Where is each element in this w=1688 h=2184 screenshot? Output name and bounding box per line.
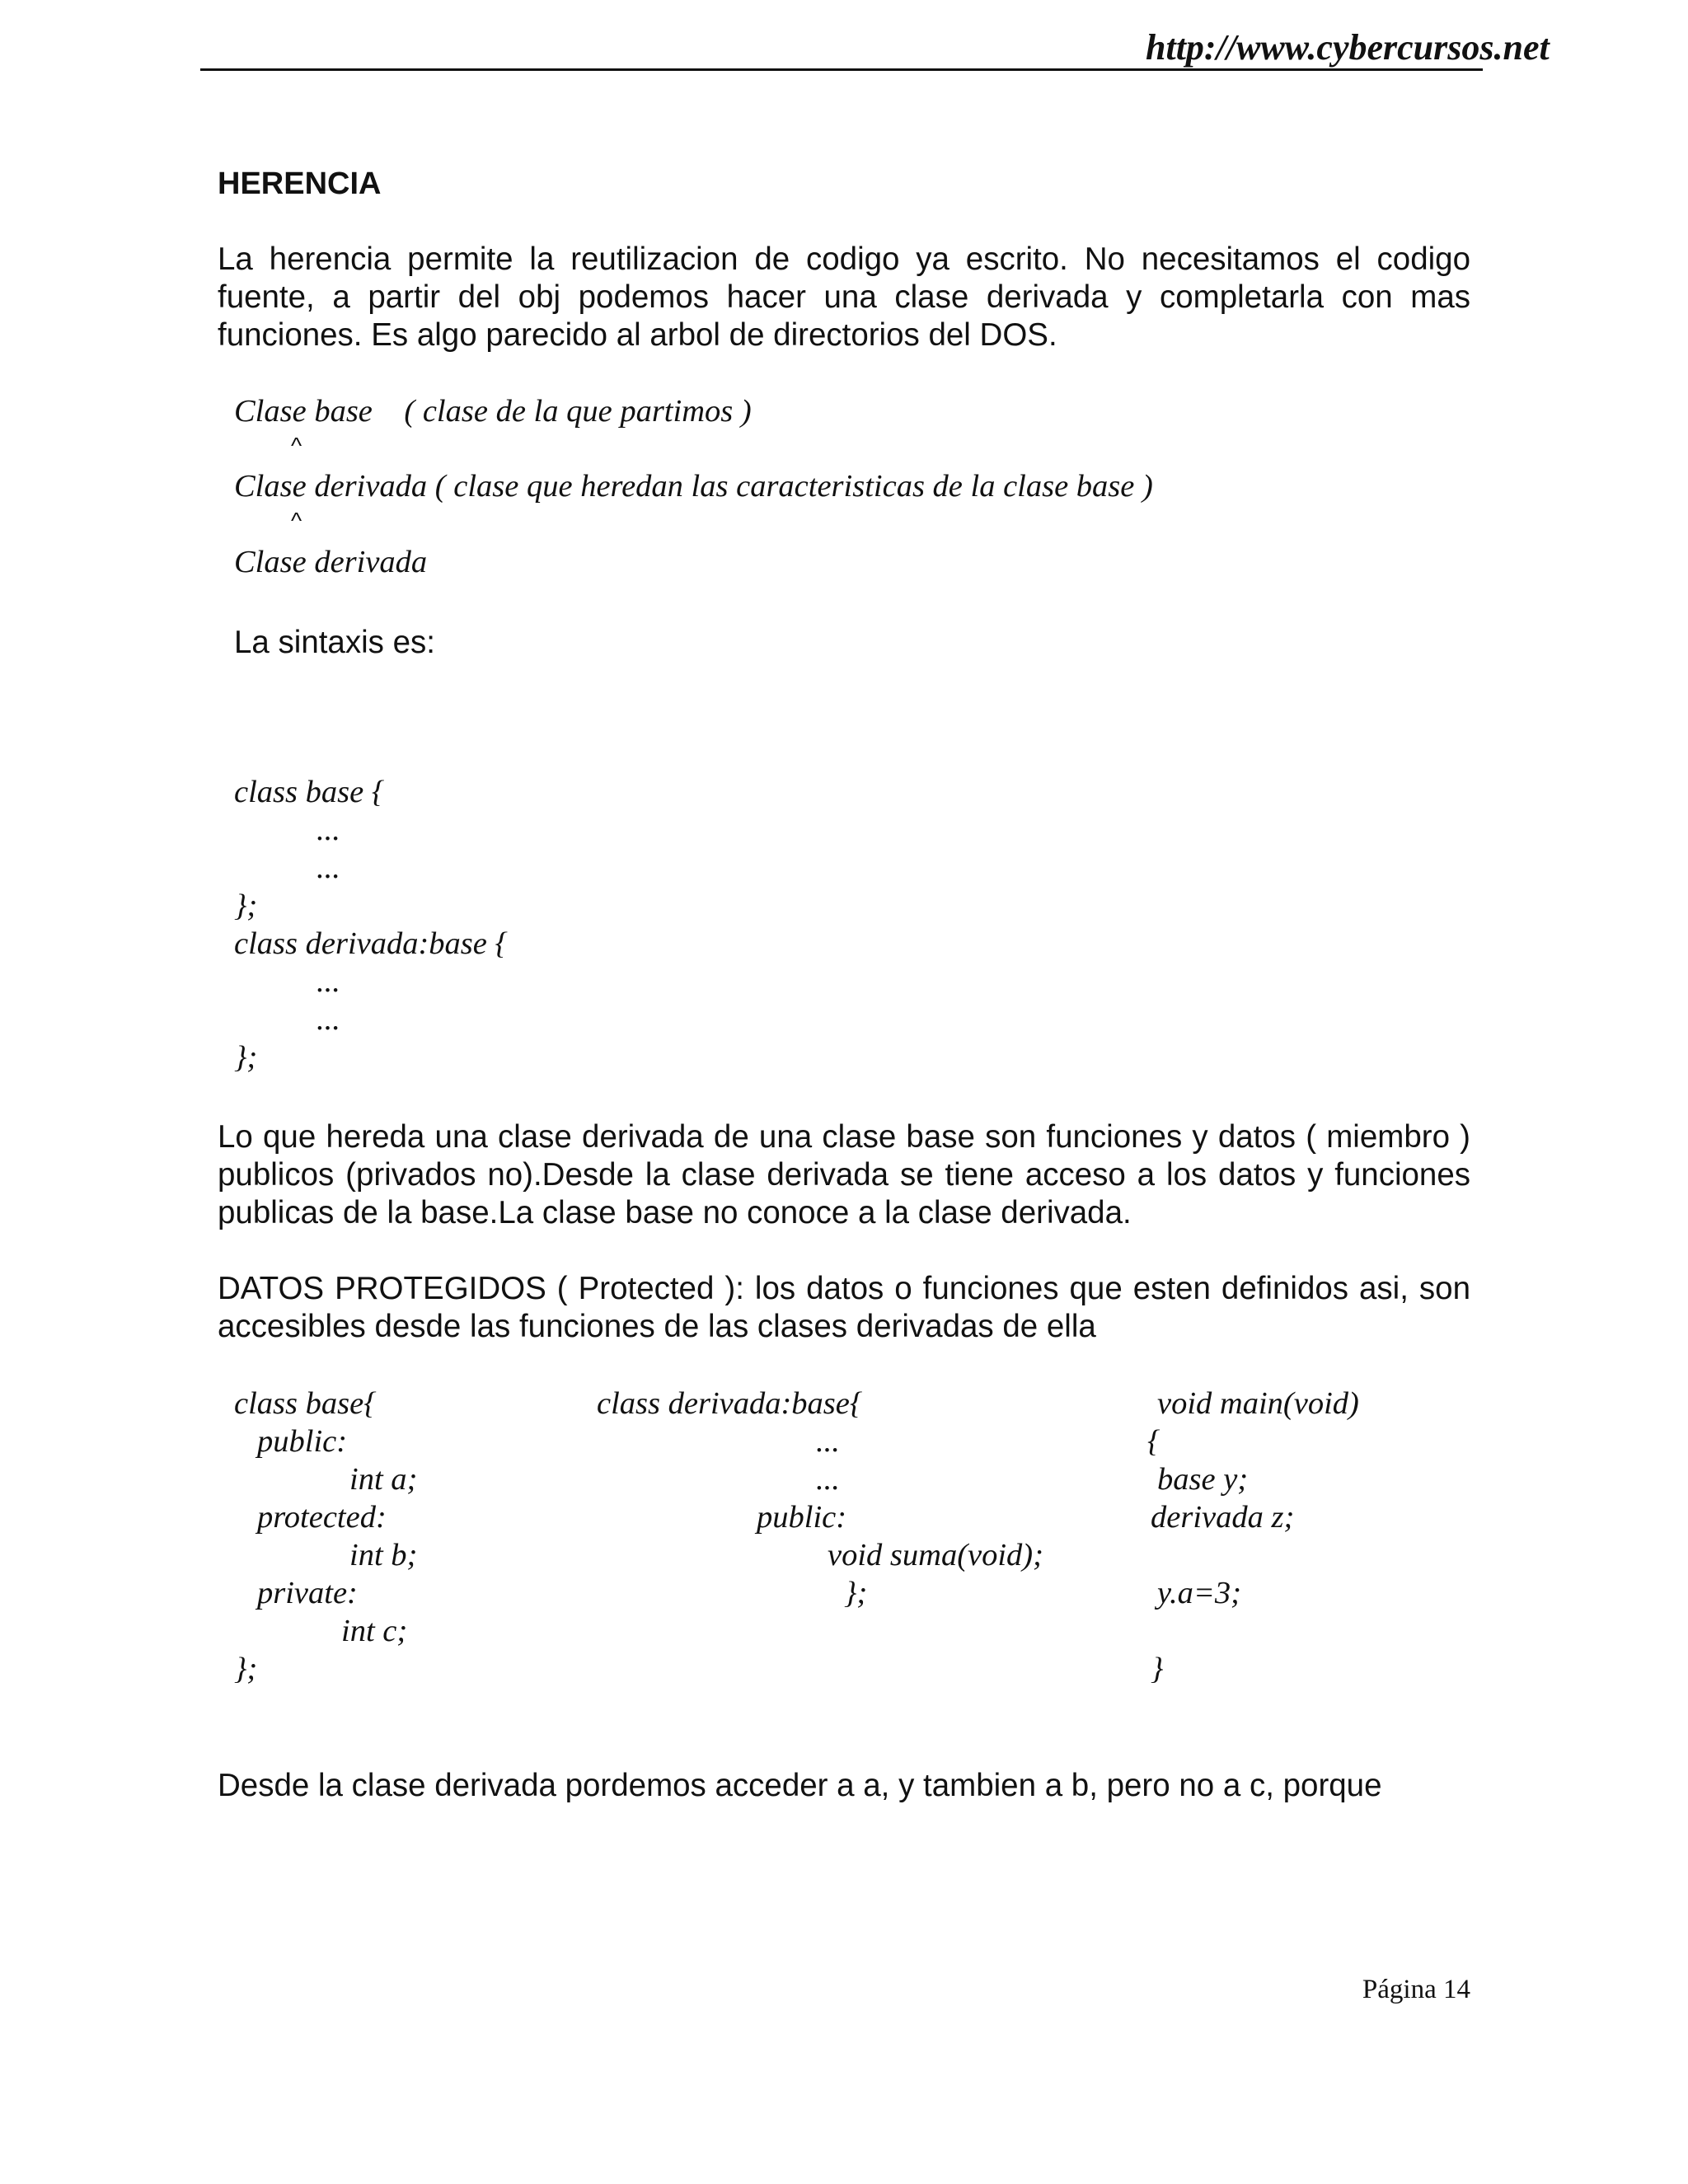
inheritance-paragraph: Lo que hereda una clase derivada de una clase base son funciones y datos ( miembro ) publicos (privados no).Desde la clase derivada se tiene acceso a los datos y funciones publicas de la base.La clase base no conoce a la clase derivada.	[218, 1119, 1470, 1230]
protected-paragraph: DATOS PROTEGIDOS ( Protected ): los datos o funciones que esten definidos asi, son accesibles desde las funciones de las clases derivadas de ella	[218, 1271, 1470, 1344]
code-line: {	[1147, 1424, 1160, 1459]
code-line: };	[234, 1652, 258, 1686]
code-line: class base {	[234, 775, 385, 809]
closing-paragraph: Desde la clase derivada pordemos acceder a a, y tambien a b, pero no a c, porque	[218, 1768, 1382, 1803]
code-line: derivada z;	[1151, 1500, 1295, 1535]
code-line: class derivada:base {	[234, 926, 508, 961]
code-line: ...	[316, 813, 340, 847]
code-line: public:	[757, 1500, 847, 1535]
code-line: ...	[816, 1462, 840, 1497]
code-line: void main(void)	[1157, 1386, 1359, 1421]
hierarchy-derived-1: Clase derivada ( clase que heredan las caracteristicas de la clase base )	[234, 469, 1153, 504]
code-line: private:	[257, 1576, 358, 1610]
section-title: HERENCIA	[218, 166, 382, 201]
code-line: };	[234, 1040, 258, 1075]
code-line: ...	[816, 1424, 840, 1459]
header-rule	[200, 68, 1483, 71]
code-line: int b;	[349, 1538, 418, 1572]
syntax-label: La sintaxis es:	[234, 625, 435, 660]
code-line: }	[1151, 1652, 1164, 1686]
intro-paragraph: La herencia permite la reutilizacion de codigo ya escrito. No necesitamos el codigo fuente, a partir del obj podemos hacer una clase derivada y completarla con mas funciones. Es algo parecido al arbol de directorios del DOS.	[218, 241, 1470, 353]
code-line: };	[844, 1576, 868, 1610]
code-line: base y;	[1157, 1462, 1249, 1497]
code-line: ...	[316, 1002, 340, 1037]
code-line: ...	[316, 964, 340, 999]
code-line: protected:	[257, 1500, 387, 1535]
code-line: int c;	[341, 1614, 408, 1648]
hierarchy-derived-2: Clase derivada	[234, 545, 428, 579]
code-line: y.a=3;	[1157, 1576, 1241, 1610]
code-line: class base{	[234, 1386, 377, 1421]
hierarchy-base: Clase base ( clase de la que partimos )	[234, 394, 752, 429]
code-line: class derivada:base{	[597, 1386, 863, 1421]
header-url: http://www.cybercursos.net	[1146, 27, 1550, 68]
code-line: ...	[316, 851, 340, 885]
hierarchy-caret-2: ^	[291, 508, 302, 533]
code-line: };	[234, 888, 258, 923]
code-line: void suma(void);	[828, 1538, 1043, 1572]
code-line: int a;	[349, 1462, 418, 1497]
page-number: Página 14	[1362, 1975, 1470, 2004]
code-line: public:	[257, 1424, 348, 1459]
hierarchy-caret-1: ^	[291, 433, 302, 458]
